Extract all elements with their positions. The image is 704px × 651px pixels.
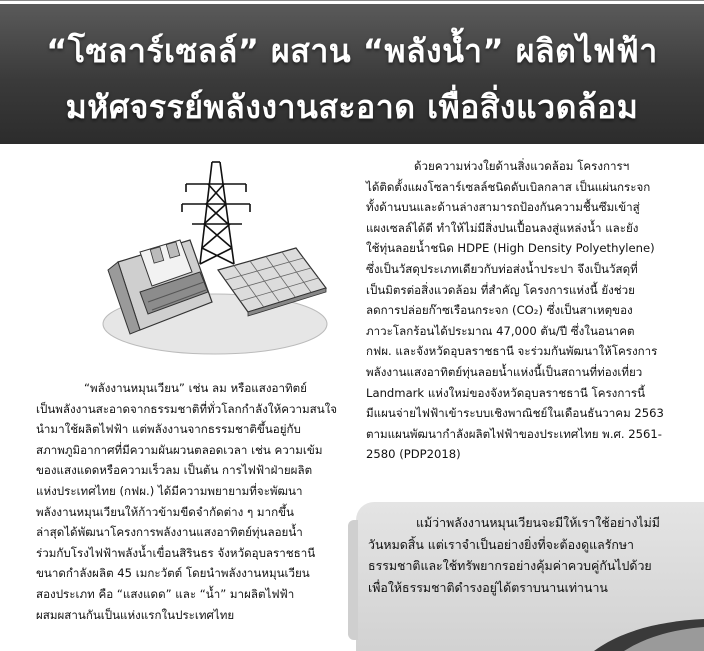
text-line: เป็นพลังงานสะอาดจากธรรมชาติที่ทั่วโลกกำลังให้ความสนใจ [36,401,338,416]
text-line: ลดการปล่อยก๊าซเรือนกระจก (CO₂) ซึ่งเป็นสาเหตุของ [366,303,633,318]
text-line: กฟผ. และจังหวัดอุบลราชธานี จะร่วมกันพัฒนาให้โครงการ [366,344,658,359]
article-paragraph-right [366,156,688,465]
hydro-solar-illustration [100,152,330,362]
text-line: ด้วยความห่วงใยด้านสิ่งแวดล้อม โครงการฯ [414,159,630,173]
quote-text [368,512,684,598]
quote-line: เพื่อให้ธรรมชาติดำรงอยู่ได้ตราบนานเท่านาน [368,579,608,595]
text-line: เป็นมิตรต่อสิ่งแวดล้อม ที่สำคัญ โครงการแห่งนี้ ยังช่วย [366,282,635,297]
text-line: นำมาใช้ผลิตไฟฟ้า แต่พลังงานจากธรรมชาติขึ้นอยู่กับ [36,422,301,437]
text-line: “พลังงานหมุนเวียน” เช่น ลม หรือแสงอาทิตย์ [84,381,307,395]
text-line: ร่วมกับโรงไฟฟ้าพลังน้ำเขื่อนสิรินธร จังหวัดอุบลราชธานี [36,545,316,560]
text-line: Landmark แห่งใหม่ของจังหวัดอุบลราชธานี โครงการนี้ [366,385,646,400]
text-line: ของแสงแดดหรือความเร็วลม เป็นต้น การไฟฟ้าฝ่ายผลิต [36,463,313,478]
text-line: ใช้ทุ่นลอยน้ำชนิด HDPE (High Density Polyethylene) [366,241,655,256]
text-line: ทั้งด้านบนและด้านล่างสามารถป้องกันความชื้นซึมเข้าสู่ [366,200,640,215]
text-line: มีแผนจ่ายไฟฟ้าเข้าระบบเชิงพาณิชย์ในเดือนธันวาคม 2563 [366,406,664,421]
decorative-swoosh [554,615,704,651]
article-paragraph-left [36,378,358,625]
text-line: ภาวะโลกร้อนได้ประมาณ 47,000 ตัน/ปี ซึ่งในอนาคต [366,323,635,338]
title-line-1: “โซลาร์เซลล์” ผสาน “พลังน้ำ” ผลิตไฟฟ้า [46,32,658,70]
text-line: ขนาดกำลังผลิต 45 เมกะวัตต์ โดยนำพลังงานหมุนเวียน [36,566,310,581]
text-line: ซึ่งเป็นวัสดุประเภทเดียวกับท่อส่งน้ำประปา จึงเป็นวัสดุที่ [366,261,638,276]
text-line: ได้ติดตั้งแผงโซลาร์เซลล์ชนิดดับเบิลกลาส เป็นแผ่นกระจก [366,179,651,194]
title-banner [0,4,704,144]
text-line: ตามแผนพัฒนากำลังผลิตไฟฟ้าของประเทศไทย พ.ศ. 2561- [366,426,662,441]
quote-line: ธรรมชาติและใช้ทรัพยากรอย่างคุ้มค่าควบคู่กันไปด้วย [368,558,652,574]
text-line: พลังงานแสงอาทิตย์ทุ่นลอยน้ำแห่งนี้เป็นสถานที่ท่องเที่ยว [366,364,643,379]
text-line: 2580 (PDP2018) [366,447,461,462]
text-line: ผสมผสานกันเป็นแห่งแรกในประเทศไทย [36,607,235,622]
quote-line: วันหมดสิ้น แต่เราจำเป็นอย่างยิ่งที่จะต้องดูแลรักษา [368,536,634,552]
text-line: สภาพภูมิอากาศที่มีความผันผวนตลอดเวลา เช่น ความเข้ม [36,442,323,457]
text-line: สองประเภท คือ “แสงแดด” และ “น้ำ” มาผลิตไฟฟ้า [36,586,295,601]
text-line: แผงเซลล์ได้ดี ทำให้ไม่มีสิ่งปนเปื้อนลงสู่แหล่งน้ำ และยัง [366,220,639,235]
text-line: แห่งประเทศไทย (กฟผ.) ได้มีความพยายามที่จะพัฒนา [36,483,303,498]
quote-line: แม้ว่าพลังงานหมุนเวียนจะมีให้เราใช้อย่างไม่มี [416,515,660,530]
title-line-2: มหัศจรรย์พลังงานสะอาด เพื่อสิ่งแวดล้อม [65,88,639,126]
text-line: พลังงานหมุนเวียนให้ก้าวข้ามขีดจำกัดต่าง ๆ มากขึ้น [36,504,294,519]
text-line: ล่าสุดได้พัฒนาโครงการพลังงานแสงอาทิตย์ทุ่นลอยน้ำ [36,525,303,540]
